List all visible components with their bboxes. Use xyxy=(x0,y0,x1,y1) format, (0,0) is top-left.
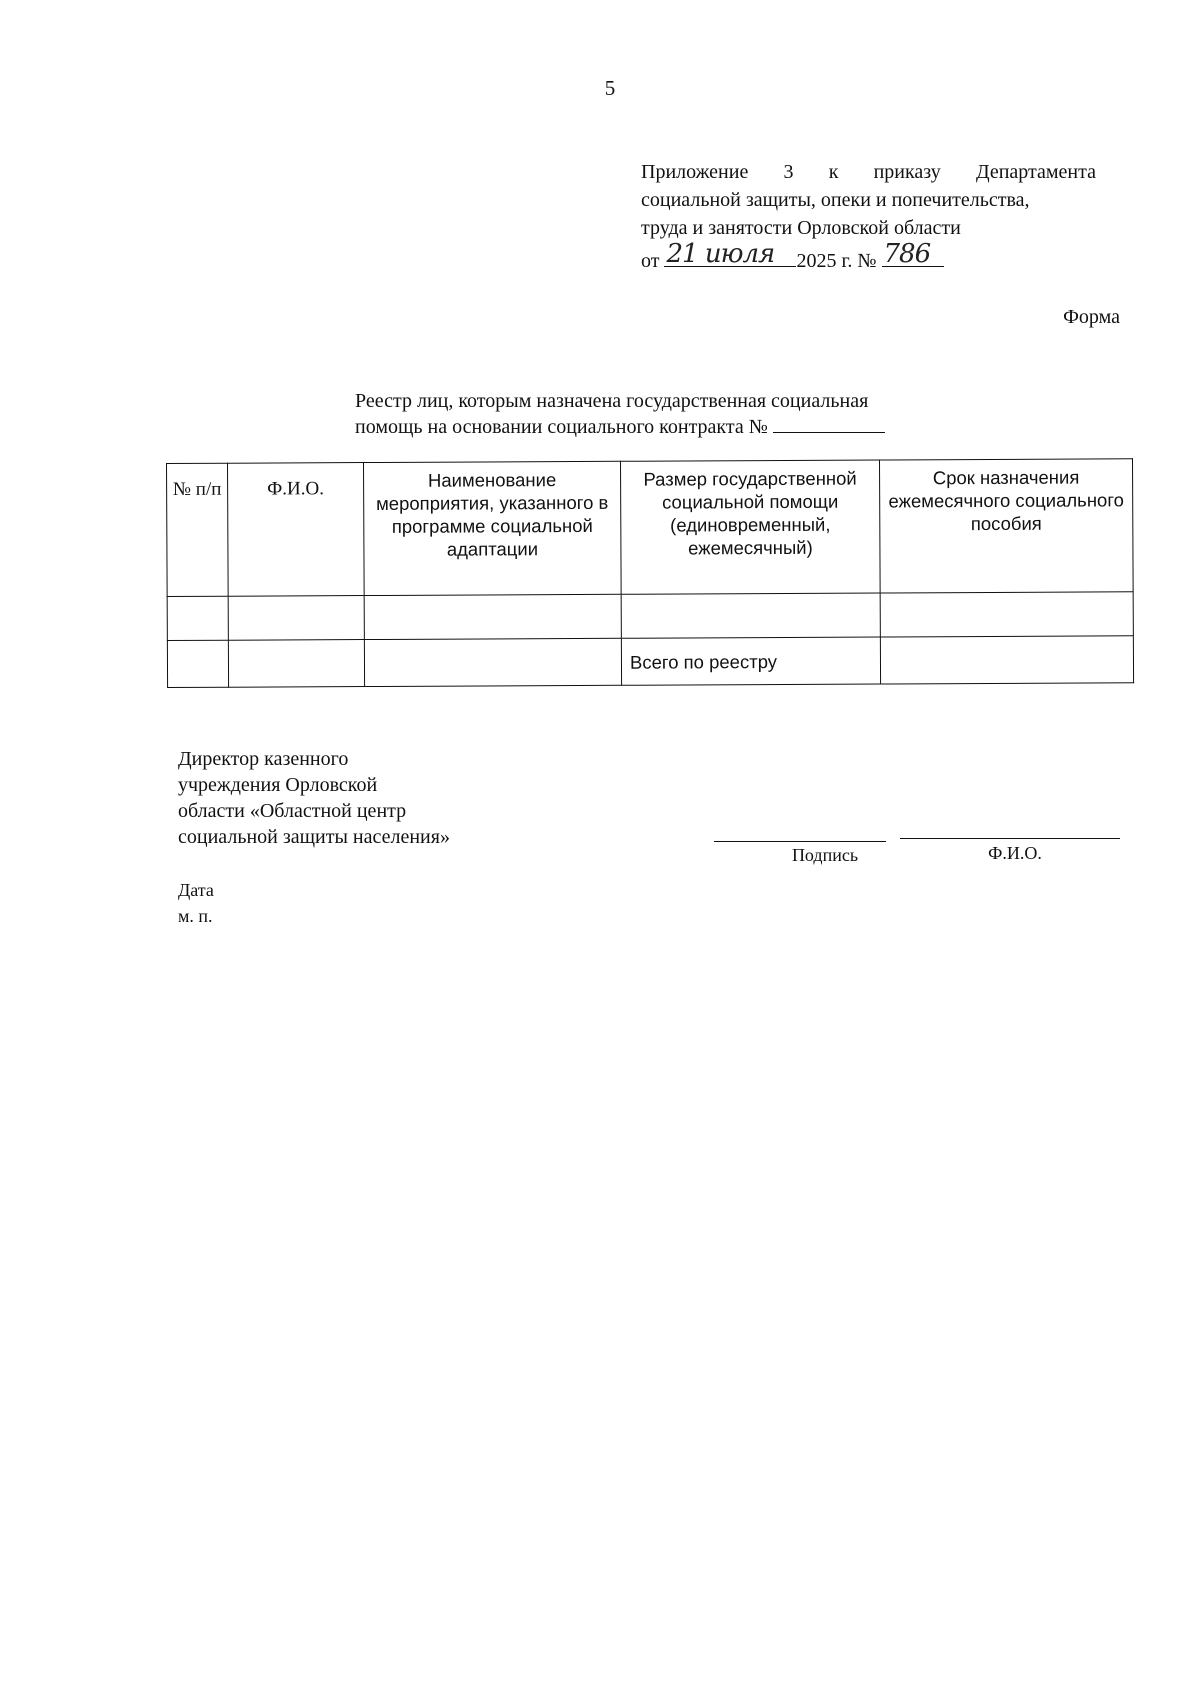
table-cell xyxy=(167,640,228,687)
director-line-4: социальной защиты населения» xyxy=(178,826,450,848)
table-cell xyxy=(880,592,1133,637)
name-caption: Ф.И.О. xyxy=(988,843,1042,863)
header-fio: Ф.И.О. xyxy=(228,463,365,597)
name-line xyxy=(900,838,1120,839)
table-cell xyxy=(364,594,621,639)
total-label: Всего по реестру xyxy=(621,637,880,685)
table-cell xyxy=(228,640,364,688)
handwritten-date-field xyxy=(664,239,796,269)
header-amount: Размер государственной социальной помощи (единовременный, ежемесячный) xyxy=(620,460,880,594)
registry-title-line-1: Реестр лиц, которым назначена государственная социальная xyxy=(355,390,869,412)
table-cell xyxy=(880,636,1133,684)
director-line-2: учреждения Орловской xyxy=(178,774,378,796)
handwritten-number-field xyxy=(882,239,944,269)
registry-title-line-2 xyxy=(355,414,955,440)
stamp-label: м. п. xyxy=(178,906,213,926)
appendix-line-2: социальной защиты, опеки и попечительства, xyxy=(641,189,1030,211)
table-cell xyxy=(621,593,880,638)
director-title xyxy=(178,746,538,850)
table-cell xyxy=(167,596,228,640)
form-label: Форма xyxy=(1063,306,1120,328)
appendix-header xyxy=(641,158,1096,275)
header-activity: Наименование мероприятия, указанного в программе социальной адаптации xyxy=(364,461,622,595)
signature-caption: Подпись xyxy=(791,845,859,865)
registry-title-line-2-text: помощь на основании социального контракта № xyxy=(355,416,768,438)
header-number: № п/п xyxy=(167,463,229,596)
signature-line xyxy=(714,841,886,842)
from-prefix: от xyxy=(641,250,660,272)
appendix-line-3: труда и занятости Орловской области xyxy=(641,217,961,239)
table-total-row xyxy=(167,636,1133,688)
date-label: Дата xyxy=(178,880,214,900)
appendix-line-1: Приложение 3 к приказу Департамента xyxy=(641,161,1096,183)
table-row xyxy=(167,592,1133,641)
table-cell xyxy=(364,638,621,686)
year-and-number-label: 2025 г. № xyxy=(796,250,877,272)
table-cell xyxy=(228,596,364,641)
registry-title xyxy=(355,388,955,440)
contract-number-blank xyxy=(773,414,885,433)
page-number: 5 xyxy=(604,76,616,100)
director-line-1: Директор казенного xyxy=(178,748,349,770)
registry-table xyxy=(166,458,1134,688)
handwritten-date: 21 июля xyxy=(666,239,775,269)
appendix-date-line xyxy=(641,239,1096,275)
header-term: Срок назначения ежемесячного социального пособия xyxy=(879,459,1133,593)
table-header-row xyxy=(167,459,1134,597)
director-line-3: области «Областной центр xyxy=(178,800,407,822)
handwritten-number: 786 xyxy=(883,239,931,269)
